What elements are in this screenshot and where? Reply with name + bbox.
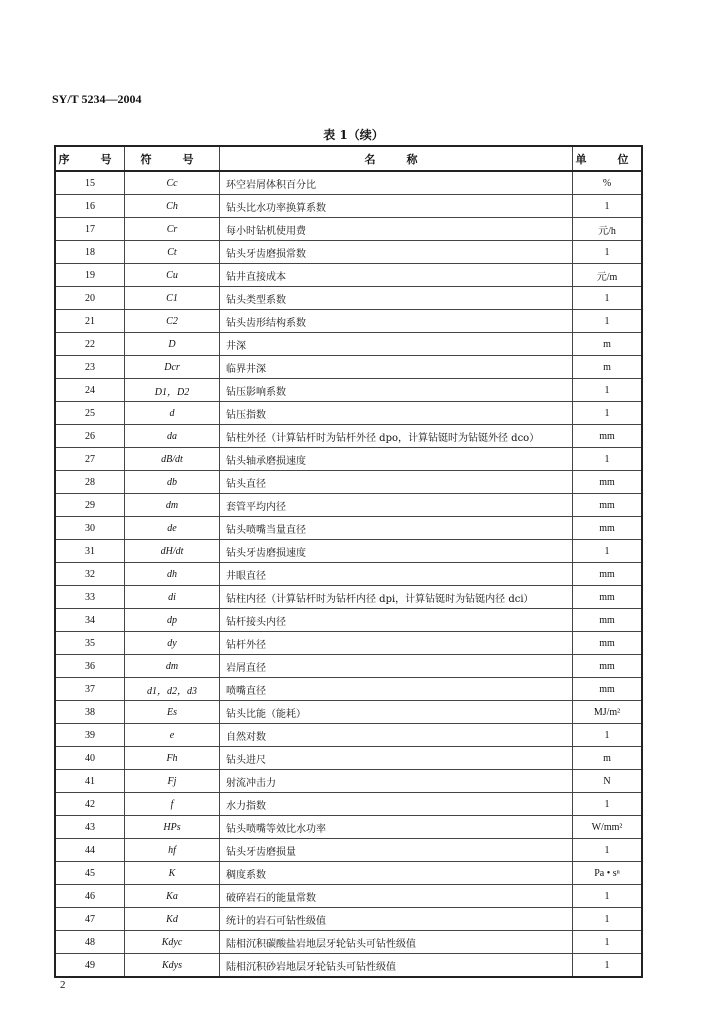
row-unit: Pa • sⁿ — [573, 862, 643, 885]
table-row — [55, 356, 642, 379]
page-number: 2 — [60, 979, 66, 991]
column-header-name: 名 称 — [220, 146, 573, 171]
row-name: 每小时钻机使用费 — [220, 218, 573, 241]
row-name: 井眼直径 — [220, 563, 573, 586]
row-name: 钻头轴承磨损速度 — [220, 448, 573, 471]
row-number: 30 — [55, 517, 125, 540]
row-symbol: C2 — [125, 310, 220, 333]
table-row — [55, 195, 642, 218]
row-number: 48 — [55, 931, 125, 954]
row-number: 38 — [55, 701, 125, 724]
row-symbol: Cu — [125, 264, 220, 287]
row-number: 22 — [55, 333, 125, 356]
row-number: 18 — [55, 241, 125, 264]
row-number: 21 — [55, 310, 125, 333]
row-number: 32 — [55, 563, 125, 586]
row-symbol: Cc — [125, 171, 220, 195]
table-row — [55, 379, 642, 402]
row-number: 23 — [55, 356, 125, 379]
row-name: 钻头比能（能耗） — [220, 701, 573, 724]
row-unit: 1 — [573, 310, 643, 333]
row-name: 钻头直径 — [220, 471, 573, 494]
row-number: 37 — [55, 678, 125, 701]
row-symbol: Ch — [125, 195, 220, 218]
row-number: 49 — [55, 954, 125, 978]
table-row — [55, 425, 642, 448]
column-header-no: 序 号 — [55, 146, 125, 171]
row-unit: 1 — [573, 379, 643, 402]
row-name: 破碎岩石的能量常数 — [220, 885, 573, 908]
row-unit: m — [573, 333, 643, 356]
row-number: 19 — [55, 264, 125, 287]
table-row — [55, 793, 642, 816]
row-number: 39 — [55, 724, 125, 747]
row-unit: mm — [573, 494, 643, 517]
table-row — [55, 839, 642, 862]
row-name: 钻杆外径 — [220, 632, 573, 655]
row-unit: m — [573, 747, 643, 770]
row-name: 钻头牙齿磨损速度 — [220, 540, 573, 563]
row-name: 陆相沉积碳酸盐岩地层牙轮钻头可钻性级值 — [220, 931, 573, 954]
row-name: 钻杆接头内径 — [220, 609, 573, 632]
row-number: 43 — [55, 816, 125, 839]
row-number: 34 — [55, 609, 125, 632]
row-unit: mm — [573, 609, 643, 632]
row-unit: % — [573, 171, 643, 195]
row-number: 31 — [55, 540, 125, 563]
row-symbol: e — [125, 724, 220, 747]
row-name: 统计的岩石可钻性级值 — [220, 908, 573, 931]
table-row — [55, 471, 642, 494]
row-name: 钻头喷嘴等效比水功率 — [220, 816, 573, 839]
row-symbol: D — [125, 333, 220, 356]
row-symbol: d — [125, 402, 220, 425]
row-unit: 1 — [573, 540, 643, 563]
row-symbol: dB/dt — [125, 448, 220, 471]
row-symbol: Ka — [125, 885, 220, 908]
row-unit: mm — [573, 632, 643, 655]
row-symbol: de — [125, 517, 220, 540]
table-header-row — [55, 146, 642, 171]
row-name: 钻头齿形结构系数 — [220, 310, 573, 333]
row-name: 钻压指数 — [220, 402, 573, 425]
table-row — [55, 609, 642, 632]
row-number: 41 — [55, 770, 125, 793]
table-row — [55, 287, 642, 310]
row-name: 井深 — [220, 333, 573, 356]
row-number: 44 — [55, 839, 125, 862]
row-number: 47 — [55, 908, 125, 931]
row-unit: mm — [573, 517, 643, 540]
row-symbol: dH/dt — [125, 540, 220, 563]
row-symbol: dp — [125, 609, 220, 632]
row-name: 钻头牙齿磨损常数 — [220, 241, 573, 264]
row-symbol: db — [125, 471, 220, 494]
table-row — [55, 333, 642, 356]
column-header-symbol: 符 号 — [125, 146, 220, 171]
row-symbol: D1，D2 — [125, 379, 220, 402]
row-name: 稠度系数 — [220, 862, 573, 885]
row-symbol: d1，d2，d3 — [125, 678, 220, 701]
row-unit: 元/h — [573, 218, 643, 241]
row-number: 20 — [55, 287, 125, 310]
row-unit: mm — [573, 678, 643, 701]
row-number: 28 — [55, 471, 125, 494]
row-symbol: Es — [125, 701, 220, 724]
row-number: 16 — [55, 195, 125, 218]
table-row — [55, 402, 642, 425]
row-name: 岩屑直径 — [220, 655, 573, 678]
row-number: 25 — [55, 402, 125, 425]
row-name: 自然对数 — [220, 724, 573, 747]
table-row — [55, 678, 642, 701]
row-unit: 元/m — [573, 264, 643, 287]
table-row — [55, 931, 642, 954]
row-number: 27 — [55, 448, 125, 471]
row-number: 33 — [55, 586, 125, 609]
row-number: 26 — [55, 425, 125, 448]
row-symbol: di — [125, 586, 220, 609]
row-name: 钻头比水功率换算系数 — [220, 195, 573, 218]
row-name: 钻柱内径（计算钻杆时为钻杆内径 dpi，计算钻铤时为钻铤内径 dci） — [220, 586, 573, 609]
row-unit: 1 — [573, 287, 643, 310]
row-number: 36 — [55, 655, 125, 678]
row-unit: 1 — [573, 448, 643, 471]
table-row — [55, 448, 642, 471]
table-row — [55, 494, 642, 517]
table-row — [55, 171, 642, 195]
row-unit: mm — [573, 586, 643, 609]
row-unit: mm — [573, 471, 643, 494]
row-unit: W/mm² — [573, 816, 643, 839]
row-symbol: Ct — [125, 241, 220, 264]
row-symbol: dm — [125, 655, 220, 678]
symbols-table — [54, 145, 643, 978]
row-name: 钻头进尺 — [220, 747, 573, 770]
row-number: 15 — [55, 171, 125, 195]
table-row — [55, 241, 642, 264]
row-number: 42 — [55, 793, 125, 816]
row-symbol: f — [125, 793, 220, 816]
row-name: 陆相沉积砂岩地层牙轮钻头可钻性级值 — [220, 954, 573, 978]
row-number: 29 — [55, 494, 125, 517]
table-row — [55, 264, 642, 287]
row-number: 46 — [55, 885, 125, 908]
table-caption: 表 1（续） — [323, 128, 384, 142]
row-name: 钻压影响系数 — [220, 379, 573, 402]
row-unit: 1 — [573, 839, 643, 862]
table-row — [55, 747, 642, 770]
row-symbol: Kdys — [125, 954, 220, 978]
row-symbol: Kd — [125, 908, 220, 931]
table-row — [55, 586, 642, 609]
row-symbol: dy — [125, 632, 220, 655]
row-unit: 1 — [573, 885, 643, 908]
row-name: 水力指数 — [220, 793, 573, 816]
row-unit: 1 — [573, 793, 643, 816]
row-name: 环空岩屑体积百分比 — [220, 171, 573, 195]
row-symbol: Cr — [125, 218, 220, 241]
row-unit: 1 — [573, 931, 643, 954]
table-header — [55, 146, 642, 171]
row-name: 套管平均内径 — [220, 494, 573, 517]
row-unit: 1 — [573, 724, 643, 747]
row-name: 喷嘴直径 — [220, 678, 573, 701]
row-number: 45 — [55, 862, 125, 885]
table-row — [55, 563, 642, 586]
table-row — [55, 218, 642, 241]
standard-code: SY/T 5234—2004 — [52, 92, 142, 106]
row-unit: m — [573, 356, 643, 379]
table-row — [55, 517, 642, 540]
row-unit: mm — [573, 425, 643, 448]
table-body — [55, 171, 642, 977]
row-name: 钻柱外径（计算钻杆时为钻杆外径 dpo，计算钻铤时为钻铤外径 dco） — [220, 425, 573, 448]
row-unit: 1 — [573, 402, 643, 425]
row-unit: mm — [573, 655, 643, 678]
row-symbol: Kdyc — [125, 931, 220, 954]
row-symbol: K — [125, 862, 220, 885]
row-unit: 1 — [573, 241, 643, 264]
row-name: 钻头牙齿磨损量 — [220, 839, 573, 862]
row-symbol: C1 — [125, 287, 220, 310]
row-symbol: Dcr — [125, 356, 220, 379]
row-number: 24 — [55, 379, 125, 402]
row-name: 临界井深 — [220, 356, 573, 379]
row-name: 钻井直接成本 — [220, 264, 573, 287]
table-row — [55, 632, 642, 655]
table-row — [55, 701, 642, 724]
row-symbol: Fh — [125, 747, 220, 770]
row-symbol: Fj — [125, 770, 220, 793]
row-number: 40 — [55, 747, 125, 770]
table-row — [55, 655, 642, 678]
row-unit: 1 — [573, 954, 643, 978]
row-symbol: dh — [125, 563, 220, 586]
row-unit: MJ/m² — [573, 701, 643, 724]
table-row — [55, 540, 642, 563]
table-row — [55, 862, 642, 885]
table-row — [55, 885, 642, 908]
table-row — [55, 954, 642, 978]
table-row — [55, 724, 642, 747]
row-name: 钻头喷嘴当量直径 — [220, 517, 573, 540]
column-header-unit: 单 位 — [573, 146, 643, 171]
row-symbol: da — [125, 425, 220, 448]
row-name: 钻头类型系数 — [220, 287, 573, 310]
row-unit: mm — [573, 563, 643, 586]
row-number: 17 — [55, 218, 125, 241]
table-row — [55, 908, 642, 931]
table-row — [55, 816, 642, 839]
table-row — [55, 770, 642, 793]
row-symbol: dm — [125, 494, 220, 517]
row-unit: 1 — [573, 908, 643, 931]
row-symbol: hf — [125, 839, 220, 862]
row-number: 35 — [55, 632, 125, 655]
table-row — [55, 310, 642, 333]
row-unit: N — [573, 770, 643, 793]
row-name: 射流冲击力 — [220, 770, 573, 793]
row-symbol: HPs — [125, 816, 220, 839]
row-unit: 1 — [573, 195, 643, 218]
